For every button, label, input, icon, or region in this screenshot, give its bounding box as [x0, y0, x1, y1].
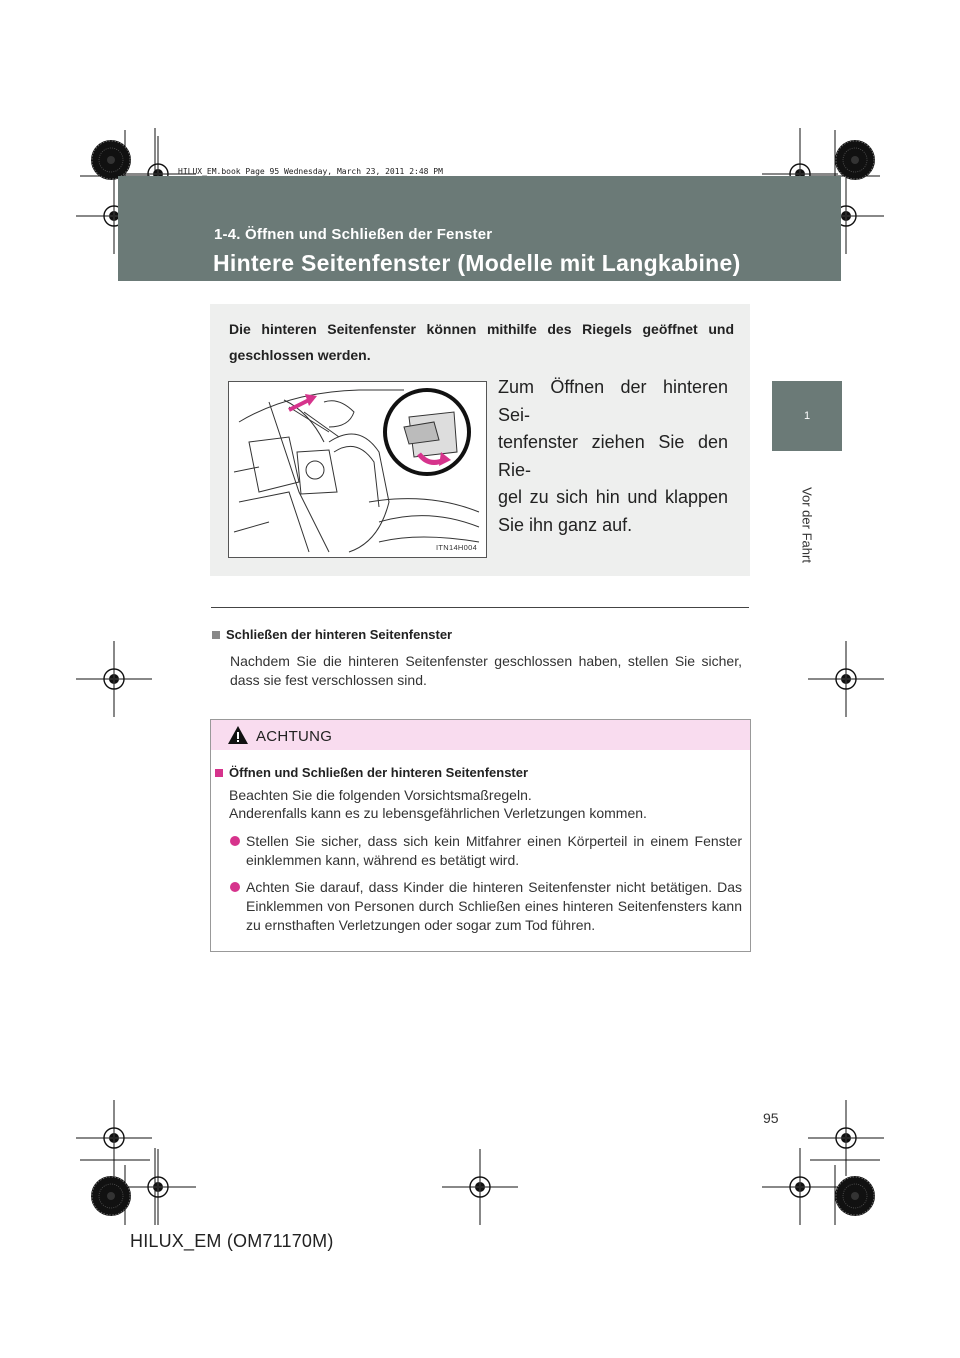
instruction-line: gel zu sich hin und klappen: [498, 487, 728, 507]
instruction-line: tenfenster ziehen Sie den Rie-: [498, 432, 728, 480]
square-bullet-icon: [215, 769, 223, 777]
instruction-line: Sie ihn ganz auf.: [498, 514, 633, 535]
warning-triangle-icon: [227, 725, 249, 745]
illustration: [228, 381, 487, 558]
warning-bullet-text: Stellen Sie sicher, dass sich kein Mitfahrer einen Körperteil in einem Fenster einklemmen kann, während es betätigt wird.: [246, 833, 742, 868]
warning-bullet-text: Achten Sie darauf, dass Kinder die hinteren Seitenfenster nicht betätigen. Das Einklemmen von Personen durch Schließen eines hinteren Seitenfensters kann zu ernsthaften Verletzungen oder sogar zum Tod führen.: [246, 879, 742, 933]
page-title: Hintere Seitenfenster (Modelle mit Langkabine): [213, 250, 741, 276]
figure-code: ITN14H004: [436, 543, 478, 552]
divider: [211, 607, 749, 608]
section-label: 1-4. Öffnen und Schließen der Fenster: [214, 226, 493, 243]
note-heading-text: Schließen der hinteren Seitenfenster: [226, 627, 453, 642]
chapter-number: 1: [803, 410, 811, 422]
warning-bullet: [246, 832, 742, 870]
warning-heading: [215, 765, 528, 780]
chapter-label: [772, 470, 842, 580]
instruction-line: Zum Öffnen der hinteren Sei-: [498, 377, 728, 425]
note-heading: [212, 627, 452, 642]
warning-bullet: [246, 878, 742, 935]
document-code: HILUX_EM (OM71170M): [130, 1231, 334, 1251]
warning-line: Anderenfalls kann es zu lebensgefährlichen Verletzungen kommen.: [229, 805, 647, 821]
bullet-dot-icon: [230, 882, 240, 892]
page-number: 95: [763, 1110, 779, 1126]
warning-line: Beachten Sie die folgenden Vorsichtsmaßregeln.: [229, 787, 532, 803]
print-info: HILUX_EM.book Page 95 Wednesday, March 23, 2011 2:48 PM: [178, 167, 443, 176]
intro-lead-text: Die hinteren Seitenfenster können mithilfe des Riegels geöffnet und geschlossen werden.: [229, 321, 734, 363]
warning-heading-text: Öffnen und Schließen der hinteren Seitenfenster: [229, 765, 529, 780]
note-body: Nachdem Sie die hinteren Seitenfenster geschlossen haben, stellen Sie sicher, dass sie fest verschlossen sind.: [230, 653, 742, 688]
chapter-label-text: Vor der Fahrt: [799, 487, 815, 563]
latch-illustration: [229, 382, 486, 557]
intro-instruction: [498, 374, 728, 539]
square-bullet-icon: [212, 631, 220, 639]
warning-title: ACHTUNG: [256, 728, 333, 745]
bullet-dot-icon: [230, 836, 240, 846]
